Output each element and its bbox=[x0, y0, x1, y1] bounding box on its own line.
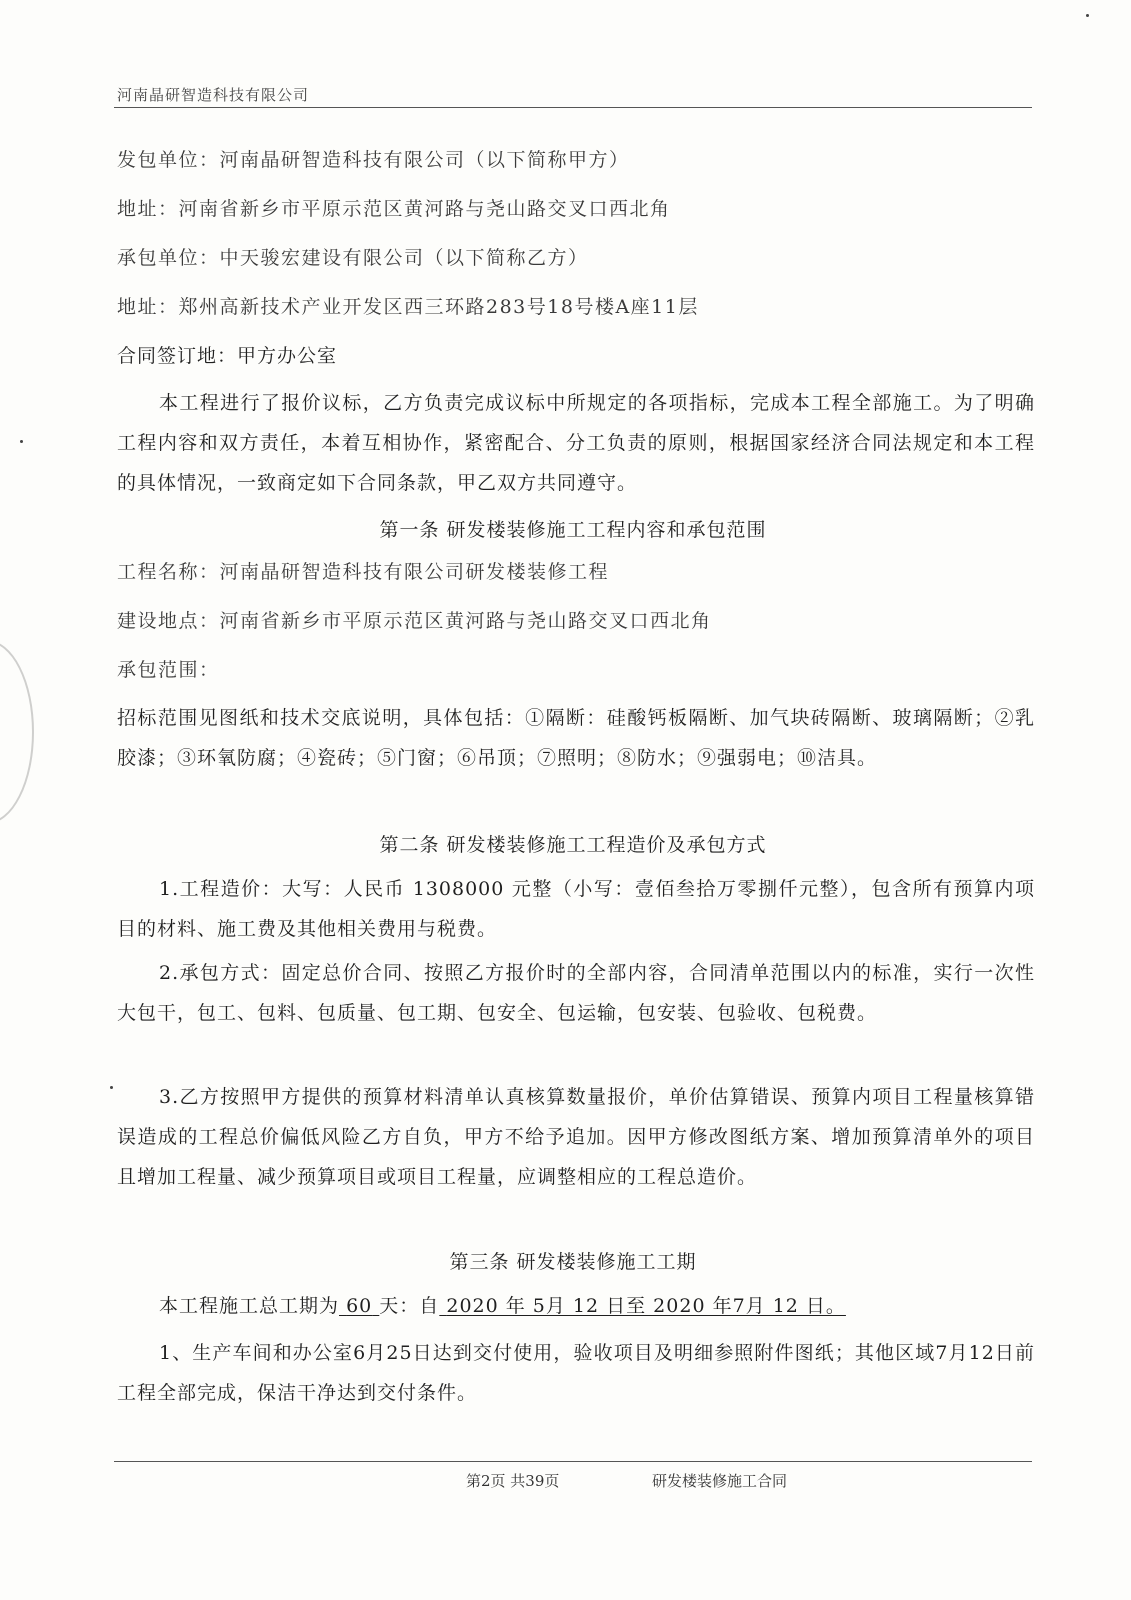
scope-paragraph: 招标范围见图纸和技术交底说明，具体包括：①隔断：硅酸钙板隔断、加气块砖隔断、玻璃隔断；②乳胶漆；③环氧防腐；④瓷砖；⑤门窗；⑥吊顶；⑦照明；⑧防水；⑨强弱电；⑩洁具。 bbox=[117, 707, 1035, 769]
project-location: 建设地点：河南省新乡市平原示范区黄河路与尧山路交叉口西北角 bbox=[117, 610, 712, 632]
intro-paragraph: 本工程进行了报价议标，乙方负责完成议标中所规定的各项指标，完成本工程全部施工。为了明确工程内容和双方责任，本着互相协作，紧密配合、分工负责的原则，根据国家经济合同法规定和本工程的具体情况，一致商定如下合同条款，甲乙双方共同遵守。 bbox=[117, 392, 1035, 494]
article-1-title: 第一条 研发楼装修施工工程内容和承包范围 bbox=[379, 519, 767, 541]
footer-divider bbox=[114, 1461, 1032, 1462]
employer-address: 地址：河南省新乡市平原示范区黄河路与尧山路交叉口西北角 bbox=[117, 198, 671, 220]
contractor-address: 地址：郑州高新技术产业开发区西三环路283号18号楼A座11层 bbox=[117, 296, 699, 318]
period-range: 2020 年 5月 12 日至 2020 年7月 12 日。 bbox=[446, 1295, 846, 1317]
employer-line: 发包单位：河南晶研智造科技有限公司（以下简称甲方） bbox=[117, 149, 630, 171]
scan-seal-artifact bbox=[0, 640, 34, 824]
page-number: 第2页 共39页 bbox=[466, 1472, 560, 1490]
article-2-item-3: 3.乙方按照甲方提供的预算材料清单认真核算数量报价，单价估算错误、预算内项目工程量核算错误造成的工程总价偏低风险乙方自负，甲方不给予追加。因甲方修改图纸方案、增加预算清单外的项目且增加工程量、减少预算项目或项目工程量，应调整相应的工程总造价。 bbox=[117, 1086, 1035, 1188]
signing-place: 合同签订地：甲方办公室 bbox=[117, 345, 338, 367]
scan-dot bbox=[20, 440, 23, 443]
scan-dot bbox=[110, 1086, 113, 1089]
scope-label: 承包范围： bbox=[117, 659, 220, 681]
period-mid: 天：自 bbox=[379, 1295, 440, 1317]
header-company: 河南晶研智造科技有限公司 bbox=[117, 86, 310, 104]
period-prefix: 本工程施工总工期为 bbox=[159, 1295, 340, 1317]
article-3-title: 第三条 研发楼装修施工工期 bbox=[449, 1251, 697, 1273]
header-divider bbox=[114, 107, 1032, 108]
article-2-title: 第二条 研发楼装修施工工程造价及承包方式 bbox=[379, 834, 767, 856]
scan-dot bbox=[1086, 14, 1089, 17]
project-name: 工程名称：河南晶研智造科技有限公司研发楼装修工程 bbox=[117, 561, 610, 583]
period-days: 60 bbox=[346, 1295, 373, 1317]
construction-period bbox=[159, 1294, 846, 1318]
article-2-item-2: 2.承包方式：固定总价合同、按照乙方报价时的全部内容，合同清单范围以内的标准，实行一次性大包干，包工、包料、包质量、包工期、包安全、包运输，包安装、包验收、包税费。 bbox=[117, 962, 1035, 1024]
footer-doc-title: 研发楼装修施工合同 bbox=[652, 1472, 788, 1490]
contractor-line: 承包单位：中天骏宏建设有限公司（以下简称乙方） bbox=[117, 247, 589, 269]
article-2-item-1: 1.工程造价：大写：人民币 1308000 元整（小写：壹佰叁拾万零捌仟元整），包含所有预算内项目的材料、施工费及其他相关费用与税费。 bbox=[117, 878, 1035, 940]
article-3-item-1: 1、生产车间和办公室6月25日达到交付使用，验收项目及明细参照附件图纸；其他区域7月12日前工程全部完成，保洁干净达到交付条件。 bbox=[117, 1342, 1035, 1404]
